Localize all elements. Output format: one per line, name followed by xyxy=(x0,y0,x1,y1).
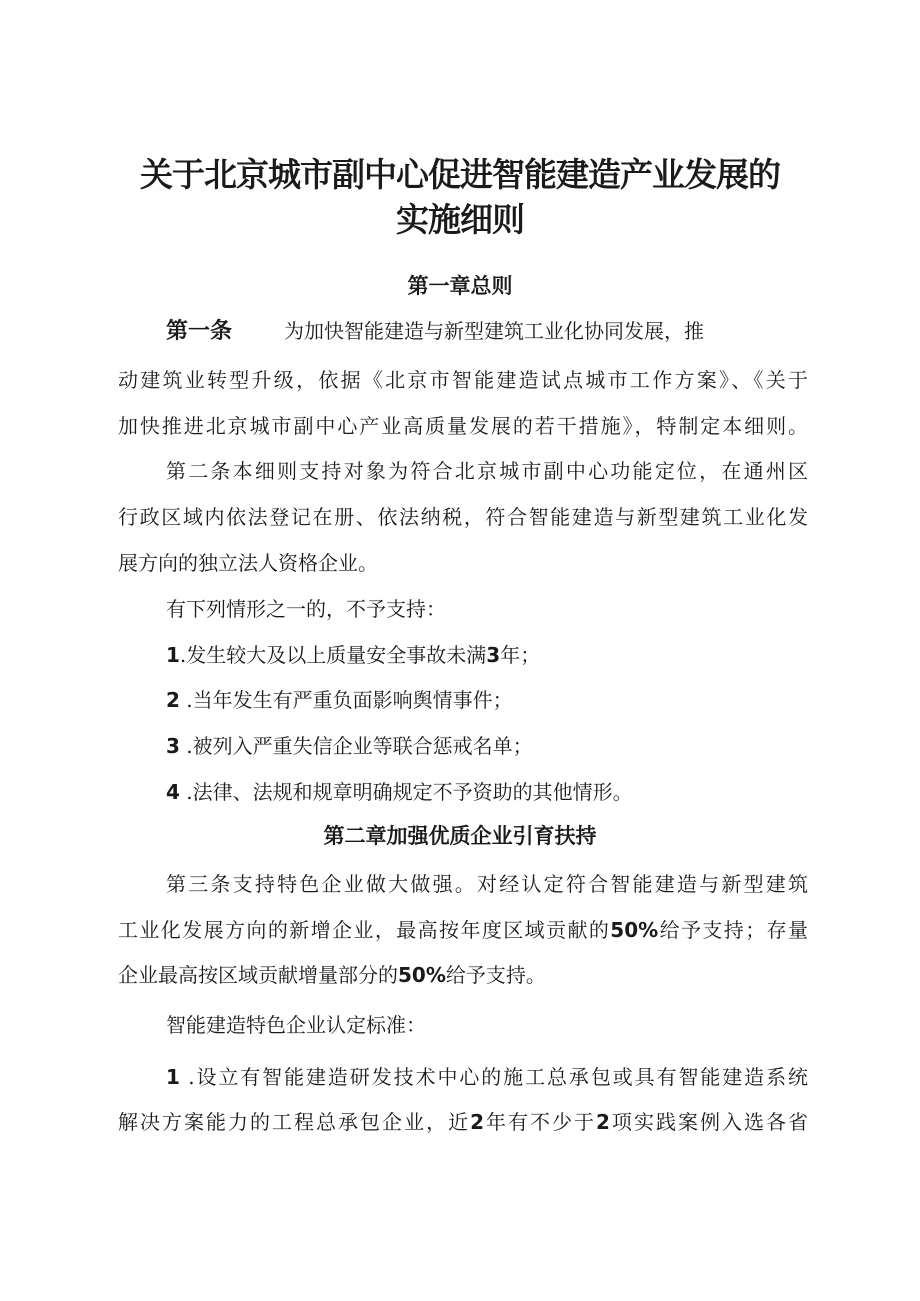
article-1-text-1: 为加快智能建造与新型建筑工业化协同发展，推 xyxy=(284,319,705,343)
chapter-2-heading: 第二章加强优质企业引育扶持 xyxy=(323,824,597,848)
article-1-line-1 xyxy=(166,321,766,343)
criteria-number-1: 1 xyxy=(166,1065,180,1089)
exclusion-text-4: .法律、法规和规章明确规定不予资助的其他情形。 xyxy=(179,780,633,804)
exclusion-item-1 xyxy=(166,645,808,665)
criteria-intro: 智能建造特色企业认定标准： xyxy=(166,1013,426,1037)
article-2-line-3: 展方向的独立法人资格企业。 xyxy=(118,551,378,575)
exclusion-years-1: 3 xyxy=(486,643,501,667)
document-title-line-1: 关于北京城市副中心促进智能建造产业发展的 xyxy=(140,155,780,194)
exclusion-number-2: 2 xyxy=(166,688,180,712)
criteria-1-text-1: .设立有智能建造研发技术中心的施工总承包或具有智能建造系统 xyxy=(179,1065,808,1089)
exclusion-item-4 xyxy=(166,782,808,802)
criteria-1-count: 2 xyxy=(596,1110,610,1134)
exclusion-item-2 xyxy=(166,690,808,710)
article-1-line-2: 动建筑业转型升级，依据《北京市智能建造试点城市工作方案》、《关于 xyxy=(118,368,808,392)
exclusion-number-4: 4 xyxy=(166,780,180,804)
document-title-line-2: 实施细则 xyxy=(396,200,524,239)
article-3-text-2b: 给予支持；存量 xyxy=(658,918,809,942)
chapter-1-heading: 第一章总则 xyxy=(407,274,513,298)
criteria-1-line-1 xyxy=(166,1067,808,1087)
article-3-line-2 xyxy=(118,920,808,940)
article-2-line-2: 行政区域内依法登记在册、依法纳税，符合智能建造与新型建筑工业化发 xyxy=(118,505,808,529)
article-3-line-3 xyxy=(118,965,808,985)
criteria-1-text-2a: 解决方案能力的工程总承包企业，近 xyxy=(118,1110,471,1134)
exclusion-number-1: 1 xyxy=(166,643,180,667)
criteria-1-text-2b: 年有不少于 xyxy=(484,1110,597,1134)
article-3-text-3b: 给予支持。 xyxy=(445,963,546,987)
article-2-line-1: 第二条本细则支持对象为符合北京城市副中心功能定位，在通州区 xyxy=(166,459,808,483)
exclusion-item-3 xyxy=(166,736,808,756)
article-3-line-1: 第三条支持特色企业做大做强。对经认定符合智能建造与新型建筑 xyxy=(166,872,808,896)
article-3-text-3a: 企业最高按区域贡献增量部分的 xyxy=(118,963,398,987)
article-1-line-3: 加快推进北京城市副中心产业高质量发展的若干措施》，特制定本细则。 xyxy=(118,414,808,438)
exclusion-tail-1: 年； xyxy=(500,643,541,667)
exclusion-text-3: .被列入严重失信企业等联合惩戒名单； xyxy=(179,734,533,758)
exclusion-text-2: .当年发生有严重负面影响舆情事件； xyxy=(179,688,513,712)
article-3-percent-2: 50% xyxy=(398,963,446,987)
article-1-label: 第一条 xyxy=(166,319,233,344)
criteria-1-text-2c: 项实践案例入选各省 xyxy=(609,1110,809,1134)
exclusion-text-1: .发生较大及以上质量安全事故未满 xyxy=(179,643,487,667)
article-3-text-2a: 工业化发展方向的新增企业，最高按年度区域贡献的 xyxy=(118,918,611,942)
criteria-1-years: 2 xyxy=(470,1110,485,1134)
criteria-1-line-2 xyxy=(118,1112,808,1132)
article-3-percent-1: 50% xyxy=(610,918,659,942)
exclusion-number-3: 3 xyxy=(166,734,180,758)
exclusion-intro: 有下列情形之一的，不予支持： xyxy=(166,597,446,621)
